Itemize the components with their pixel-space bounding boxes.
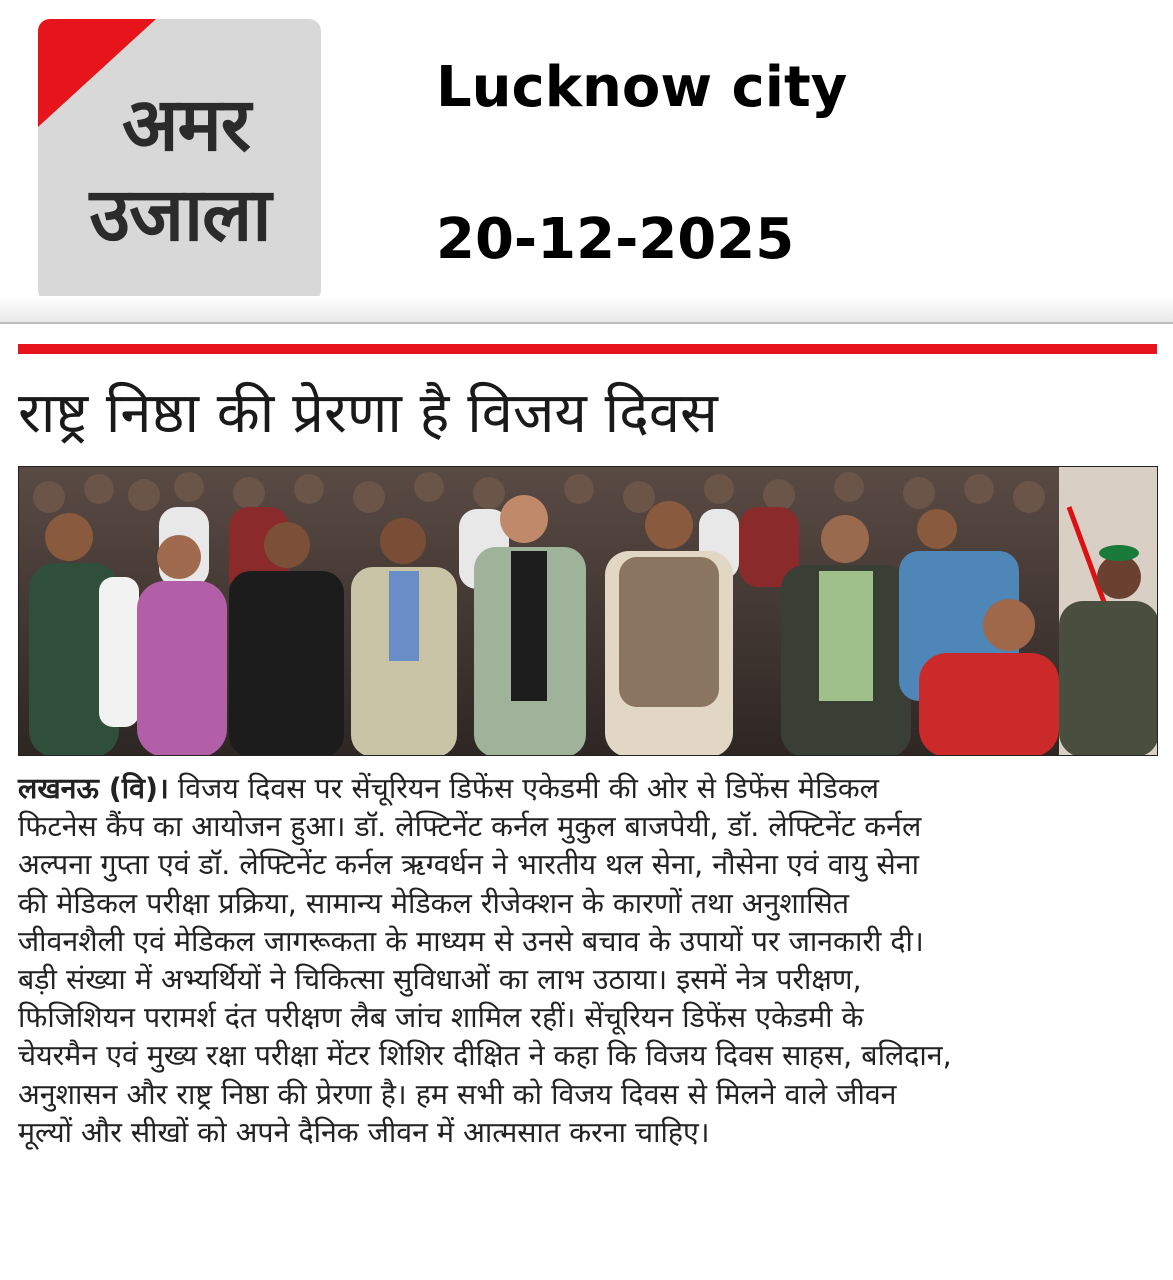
article-line (18, 770, 1160, 808)
article-line: की मेडिकल परीक्षा प्रक्रिया, सामान्य मेडिकल रीजेक्शन के कारणों तथा अनुशासित (18, 886, 850, 920)
article-dateline: लखनऊ (वि)। (18, 772, 169, 805)
article-line: जीवनशैली एवं मेडिकल जागरूकता के माध्यम से उनसे बचाव के उपायों पर जानकारी दी। (18, 924, 924, 958)
article-line: अल्पना गुप्ता एवं डॉ. लेफ्टिनेंट कर्नल ऋग्वर्धन ने भारतीय थल सेना, नौसेना एवं वायु सेना (18, 848, 919, 882)
city-label: Lucknow city (436, 55, 848, 120)
article-photo (18, 466, 1158, 756)
article-headline: राष्ट्र निष्ठा की प्रेरणा है विजय दिवस (18, 381, 718, 446)
red-accent-bar (18, 344, 1157, 354)
article-line: अनुशासन और राष्ट्र निष्ठा की प्रेरणा है। हम सभी को विजय दिवस से मिलने वाले जीवन (18, 1077, 897, 1111)
article-line: फिटनेस कैंप का आयोजन हुआ। डॉ. लेफ्टिनेंट कर्नल मुकुल बाजपेयी, डॉ. लेफ्टिनेंट कर्नल (18, 810, 922, 844)
article-line-text: विजय दिवस पर सेंचूरियन डिफेंस एकेडमी की ओर से डिफेंस मेडिकल (168, 772, 879, 805)
article-line: चेयरमैन एवं मुख्य रक्षा परीक्षा मेंटर शिशिर दीक्षित ने कहा कि विजय दिवस साहस, बलिदान, (18, 1039, 952, 1073)
logo-text-line1: अमर (121, 82, 251, 168)
article-line: फिजिशियन परामर्श दंत परीक्षण लैब जांच शामिल रहीं। सेंचूरियन डिफेंस एकेडमी के (18, 1001, 864, 1035)
divider (0, 322, 1173, 324)
logo-text-line2: उजाला (89, 172, 271, 258)
article-body (18, 770, 1160, 1152)
group-photo-icon (19, 467, 1158, 756)
edition-date: 20-12-2025 (436, 207, 795, 272)
header-shadow (0, 296, 1173, 322)
clipping-header (0, 0, 1173, 322)
amar-ujala-logo (38, 19, 321, 302)
article-line: बड़ी संख्या में अभ्यर्थियों ने चिकित्सा सुविधाओं का लाभ उठाया। इसमें नेत्र परीक्षण, (18, 963, 862, 997)
article-line: मूल्यों और सीखों को अपने दैनिक जीवन में आत्मसात करना चाहिए। (18, 1115, 710, 1149)
